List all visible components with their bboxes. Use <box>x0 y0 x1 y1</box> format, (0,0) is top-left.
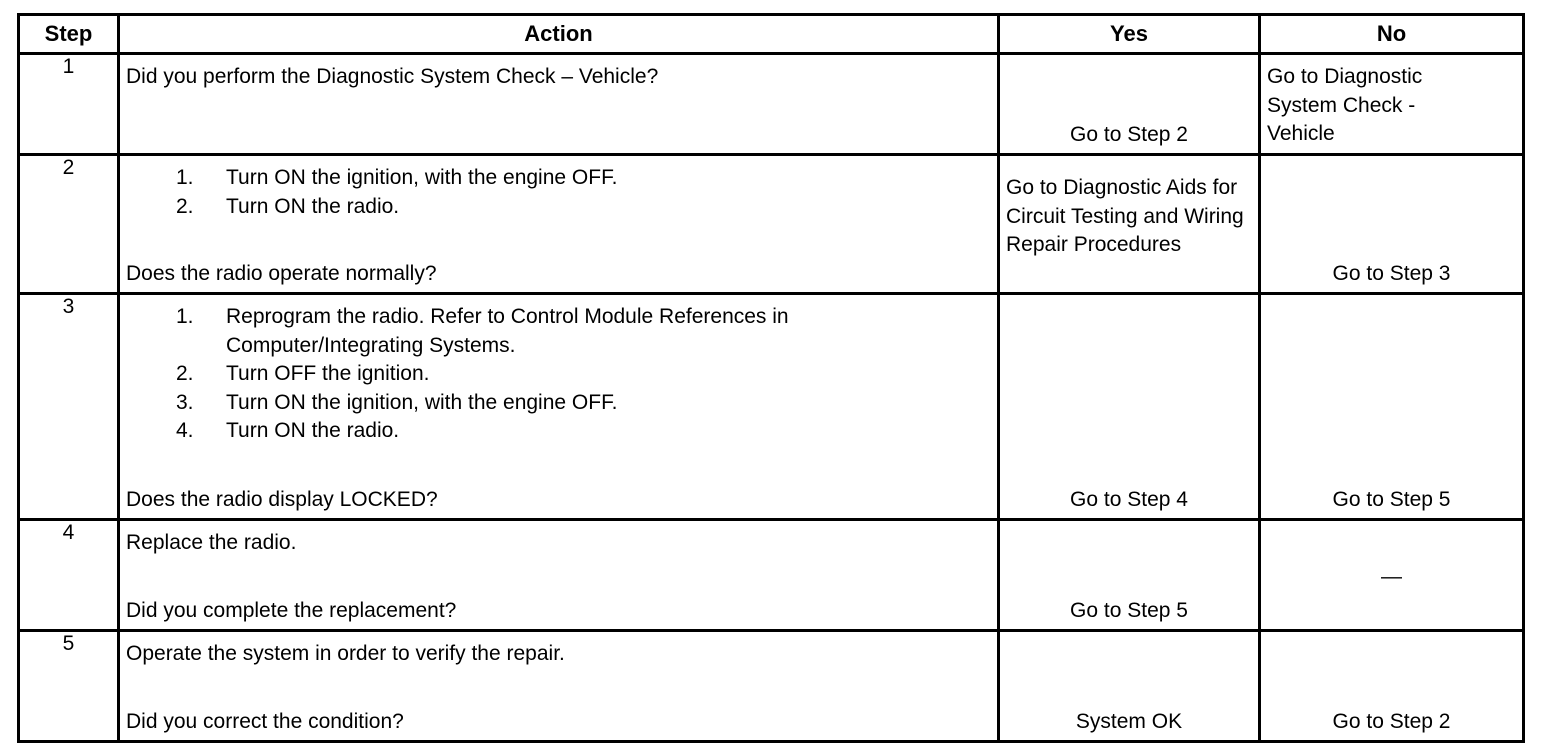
no-text: — <box>1381 564 1402 588</box>
yes-cell <box>999 155 1260 294</box>
action-text: Replace the radio. <box>126 531 297 554</box>
step-number: 2 <box>19 155 119 294</box>
yes-text: Go to Diagnostic Aids for Circuit Testing and Wiring Repair Procedures <box>1006 176 1244 256</box>
no-cell <box>1260 294 1524 520</box>
action-cell <box>119 520 999 631</box>
list-item: 1. Turn ON the ignition, with the engine OFF. <box>176 166 618 189</box>
yes-text: System OK <box>1075 709 1183 733</box>
table-row <box>19 294 1524 520</box>
action-steps-list <box>126 303 991 446</box>
step-number: 5 <box>19 631 119 742</box>
action-cell <box>119 294 999 520</box>
action-text: Did you perform the Diagnostic System Check – Vehicle? <box>126 65 659 88</box>
action-text: Operate the system in order to verify the repair. <box>126 642 565 665</box>
no-text: Go to Step 2 <box>1332 709 1451 733</box>
action-question: Did you correct the condition? <box>126 709 404 733</box>
yes-cell <box>999 631 1260 742</box>
yes-text: Go to Step 2 <box>1070 122 1188 146</box>
diagnostic-table <box>17 13 1525 743</box>
table-row <box>19 520 1524 631</box>
list-item: 2. Turn OFF the ignition. <box>176 362 430 385</box>
header-step: Step <box>19 15 119 54</box>
action-question: Does the radio operate normally? <box>126 261 437 285</box>
no-text: Go to Step 5 <box>1332 487 1451 511</box>
no-cell <box>1260 54 1524 155</box>
action-question: Does the radio display LOCKED? <box>126 487 438 511</box>
no-text: Go to Diagnostic System Check - Vehicle <box>1267 65 1423 145</box>
action-cell <box>119 54 999 155</box>
action-question: Did you complete the replacement? <box>126 598 457 622</box>
yes-cell <box>999 294 1260 520</box>
action-steps-list <box>126 164 991 221</box>
no-text: Go to Step 3 <box>1332 261 1451 285</box>
list-item: 4. Turn ON the radio. <box>176 419 400 442</box>
no-cell <box>1260 155 1524 294</box>
table-header-row <box>19 15 1524 54</box>
list-item: 3. Turn ON the ignition, with the engine OFF. <box>176 390 618 414</box>
header-action: Action <box>119 15 999 54</box>
yes-text: Go to Step 4 <box>1070 487 1188 511</box>
no-cell <box>1260 520 1524 631</box>
step-number: 4 <box>19 520 119 631</box>
list-item: 2. Turn ON the radio. <box>176 194 400 218</box>
header-no: No <box>1260 15 1524 54</box>
action-cell <box>119 631 999 742</box>
yes-cell <box>999 54 1260 155</box>
yes-cell <box>999 520 1260 631</box>
list-item: 1. Reprogram the radio. Refer to Control Module References in Computer/Integrating Systems. <box>176 305 789 357</box>
header-yes: Yes <box>999 15 1260 54</box>
table-row <box>19 631 1524 742</box>
yes-text: Go to Step 5 <box>1070 598 1188 622</box>
step-number: 3 <box>19 294 119 520</box>
step-number: 1 <box>19 54 119 155</box>
table-row <box>19 155 1524 294</box>
action-cell <box>119 155 999 294</box>
no-cell <box>1260 631 1524 742</box>
table-row <box>19 54 1524 155</box>
